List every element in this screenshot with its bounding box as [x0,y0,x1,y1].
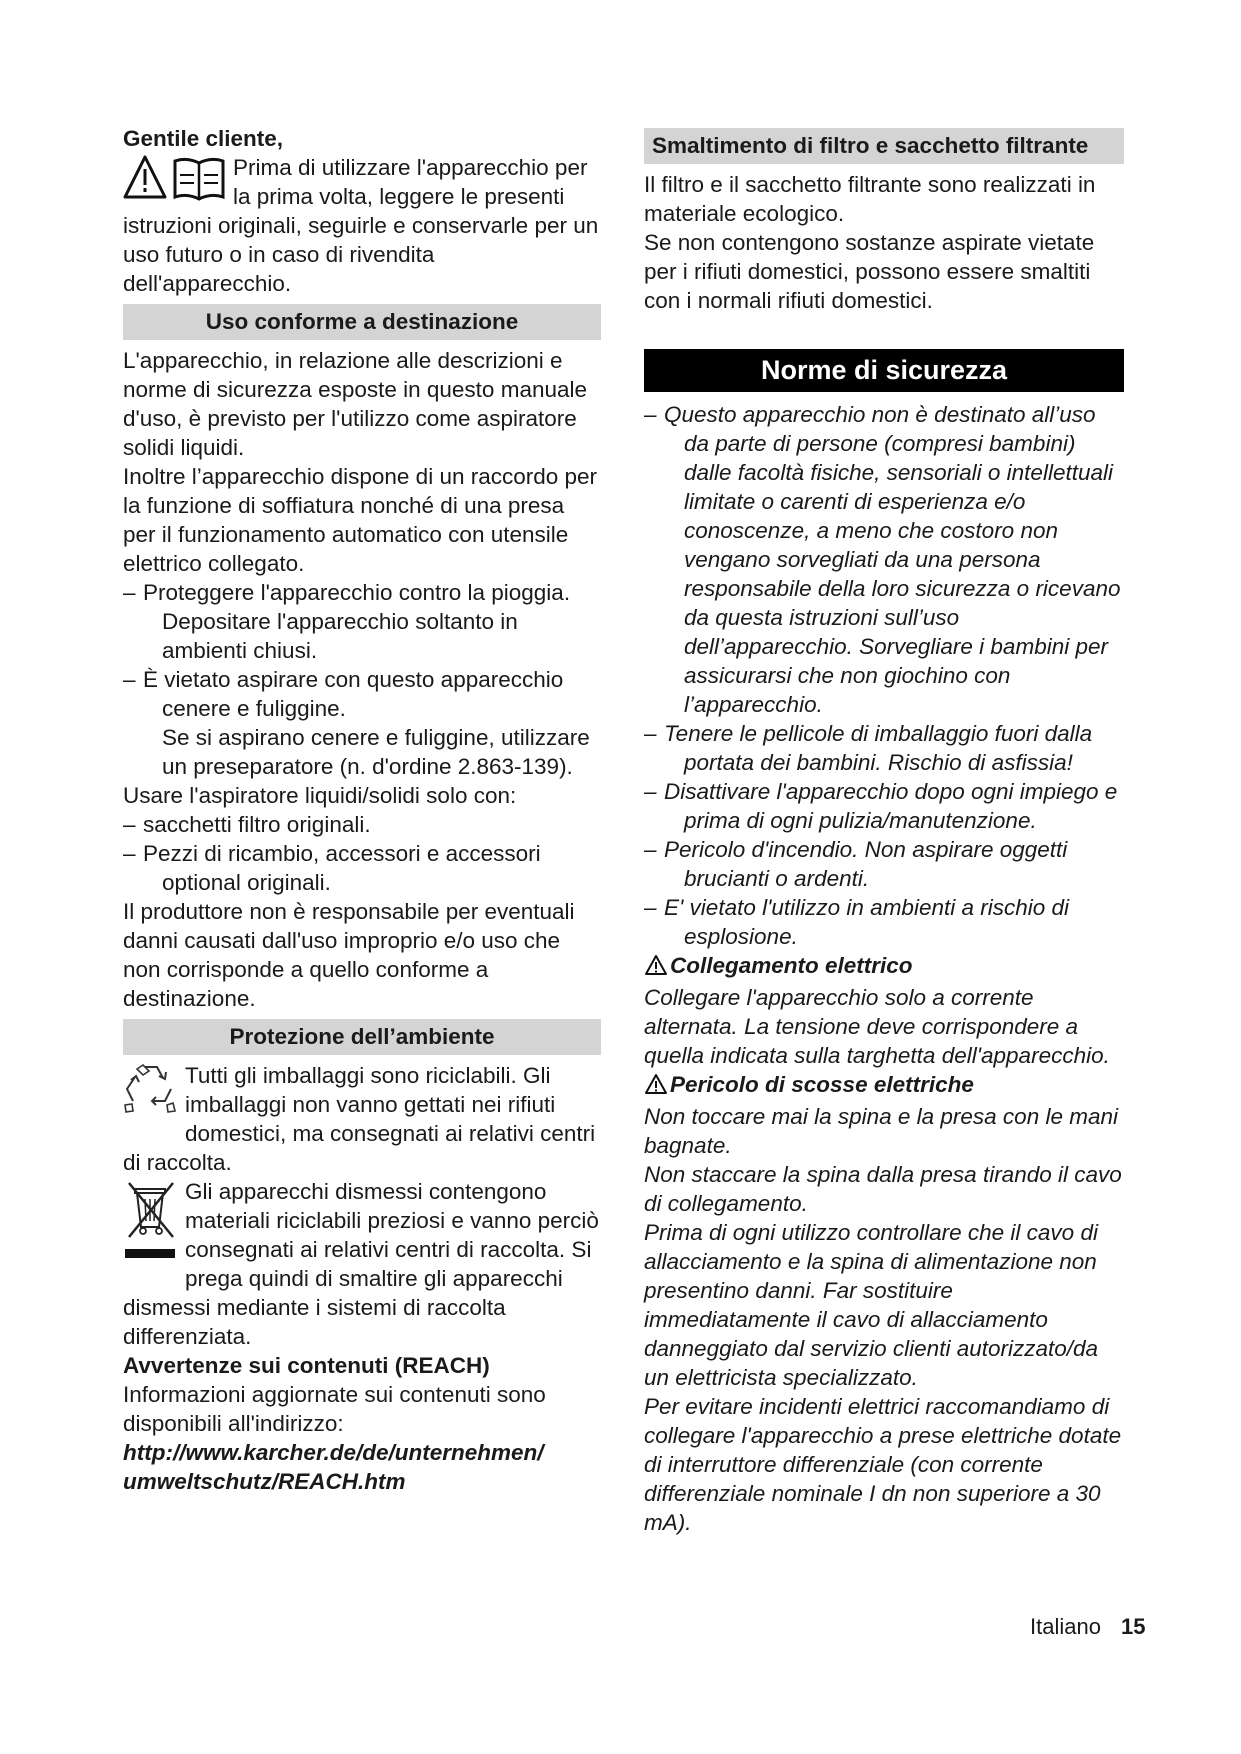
section-title-smaltimento: Smaltimento di filtro e sacchetto filtrante [644,128,1124,164]
uso-dash-1: – Proteggere l'apparecchio contro la pioggia. Depositare l'apparecchio soltanto in ambienti chiusi. [123,578,601,665]
right-column [644,124,1124,1537]
section-title-ambiente: Protezione dell’ambiente [123,1019,601,1055]
uso-p1: L'apparecchio, in relazione alle descrizioni e norme di sicurezza esposte in questo manuale d'uso, è previsto per l'utilizzo come aspiratore solidi liquidi. [123,348,588,460]
reach-title: Avvertenze sui contenuti (REACH) [123,1353,490,1378]
uso-dash-2: – È vietato aspirare con questo apparecchio cenere e fuliggine. [123,665,601,723]
reach-link-line2[interactable]: umweltschutz/REACH.htm [123,1469,406,1494]
safety-dash-2: – Tenere le pellicole di imballaggio fuori dalla portata dei bambini. Rischio di asfissia! [644,719,1124,777]
section-title-uso: Uso conforme a destinazione [123,304,601,340]
footer-language: Italiano [1030,1614,1101,1639]
uso-p2: Inoltre l’apparecchio dispone di un raccordo per la funzione di soffiatura nonché di una presa per il funzionamento automatico con utensile elettrico collegato. [123,464,598,576]
elec-text: Collegare l'apparecchio solo a corrente alternata. La tensione deve corrispondere a quella indicata sulla targhetta dell'apparecchio. [644,985,1110,1068]
warning-manual-icon [123,153,227,208]
shock-text-4: Per evitare incidenti elettrici raccomandiamo di collegare l'apparecchio a prese elettriche dotate di interruttore differenziale (con corrente differenziale nominale I dn non superiore a 30 mA). [644,1394,1122,1535]
smaltimento-p1: Il filtro e il sacchetto filtrante sono realizzati in materiale ecologico. [644,172,1096,226]
intro-block [123,153,601,298]
safety-dash-3: – Disattivare l'apparecchio dopo ogni impiego e prima di ogni pulizia/manutenzione. [644,777,1124,835]
uso-label: Usare l'aspiratore liquidi/solidi solo con: [123,783,517,808]
reach-text: Informazioni aggiornate sui contenuti sono disponibili all'indirizzo: [123,1382,546,1436]
section-title-sicurezza: Norme di sicurezza [644,349,1124,392]
shock-text-2: Non staccare la spina dalla presa tirando il cavo di collegamento. [644,1162,1122,1216]
page-number: 15 [1120,1614,1146,1639]
crossed-bin-icon [123,1177,179,1266]
uso-dash-4: – Pezzi di ricambio, accessori e accessori optional originali. [123,839,601,897]
recycle-text: Tutti gli imballaggi sono riciclabili. Gli imballaggi non vanno gettati nei rifiuti domestici, ma consegnati ai relativi centri di raccolta. [123,1063,596,1175]
uso-p3: Il produttore non è responsabile per eventuali danni causati dall'uso improprio e/o uso che non corrisponde a quello conforme a destinazione. [123,899,575,1011]
left-column [123,124,601,1496]
shock-text-1: Non toccare mai la spina e la presa con le mani bagnate. [644,1104,1118,1158]
uso-dash-3: – sacchetti filtro originali. [123,810,601,839]
recycle-block [123,1061,601,1177]
safety-dash-1: – Questo apparecchio non è destinato all’uso da parte di persone (compresi bambini) dalle facoltà fisiche, sensoriali o intellettuali limitate o carenti di esperienza e/o conoscenze, a meno che costoro non vengano sorvegliati da una persona responsabile della loro sicurezza o ricevano da questa istruzioni sull’uso dell’apparecchio. Sorvegliare i bambini per assicurarsi che non giochino con l’apparecchio. [644,400,1124,719]
safety-dash-4: – Pericolo d'incendio. Non aspirare oggetti brucianti o ardenti. [644,835,1124,893]
warning-icon [644,954,668,983]
weee-block [123,1177,601,1351]
shock-text-3: Prima di ogni utilizzo controllare che il cavo di allacciamento e la spina di alimentazione non presentino danni. Far sostituire immediatamente il cavo di allacciamento danneggiato dal servizio clienti autorizzato/da un elettricista specializzato. [644,1220,1099,1390]
weee-text: Gli apparecchi dismessi contengono materiali riciclabili preziosi e vanno perciò consegnati ai relativi centri di raccolta. Si prega quindi di smaltire gli apparecchi dismessi mediante i sistemi di raccolta differenziata. [123,1179,599,1349]
greeting: Gentile cliente, [123,126,284,151]
recycle-icon [123,1061,179,1120]
reach-link-line1[interactable]: http://www.karcher.de/de/unternehmen/ [123,1440,544,1465]
smaltimento-p2: Se non contengono sostanze aspirate vietate per i rifiuti domestici, possono essere smaltiti con i normali rifiuti domestici. [644,230,1095,313]
shock-heading [644,1070,1124,1102]
safety-dash-5: – E' vietato l'utilizzo in ambienti a rischio di esplosione. [644,893,1124,951]
page-footer [1030,1614,1145,1640]
shock-title: Pericolo di scosse elettriche [670,1072,974,1097]
elec-title: Collegamento elettrico [670,953,913,978]
warning-icon [644,1073,668,1102]
elec-heading [644,951,1124,983]
uso-dash-2-sub: Se si aspirano cenere e fuliggine, utilizzare un preseparatore (n. d'ordine 2.863-139). [162,725,590,779]
intro-text: Prima di utilizzare l'apparecchio per la prima volta, leggere le presenti istruzioni originali, seguirle e conservarle per un uso futuro o in caso di rivendita dell'apparecchio. [123,155,599,296]
